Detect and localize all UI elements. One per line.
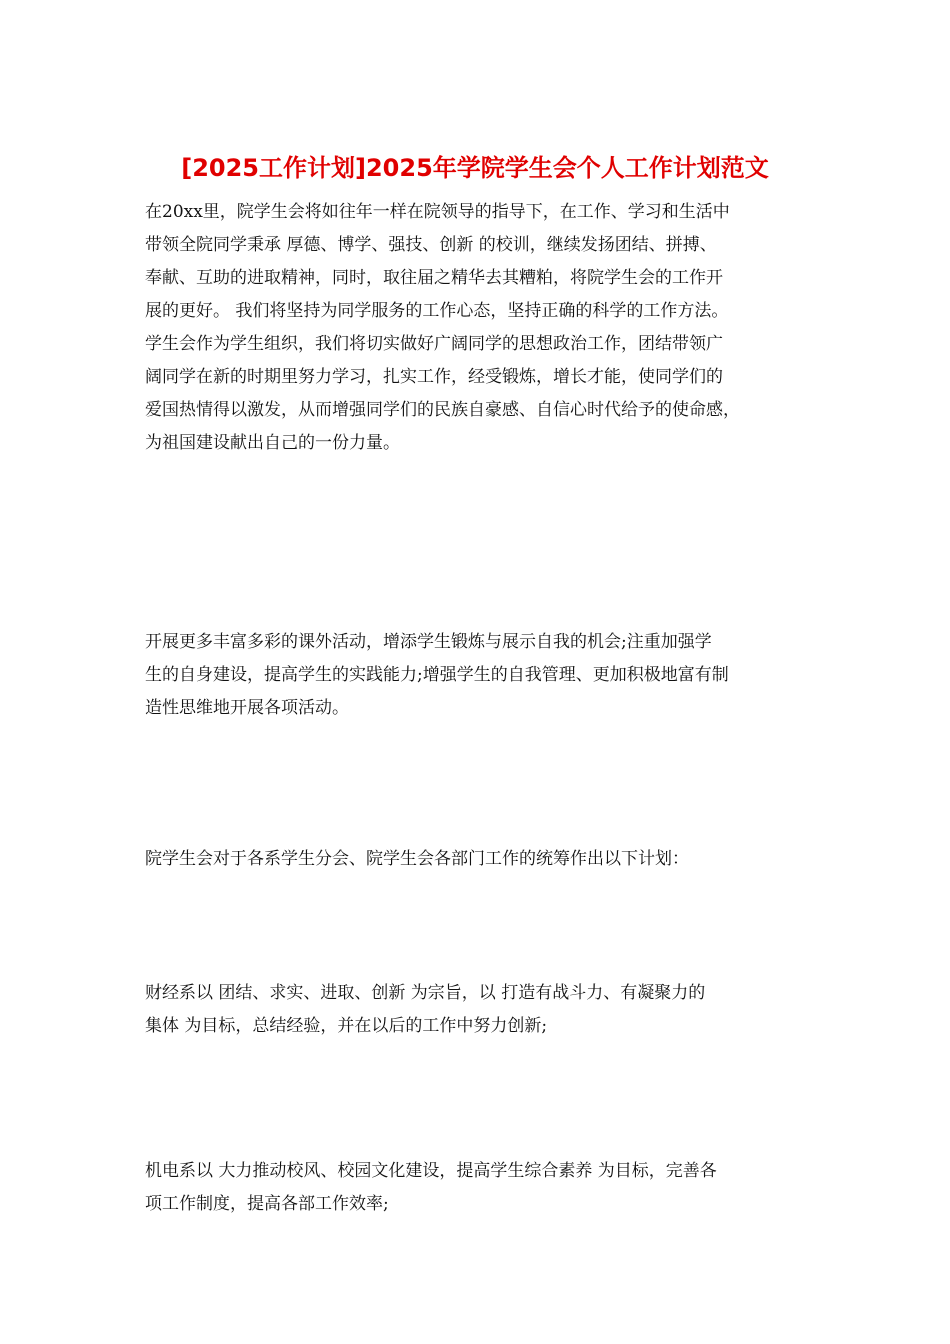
paragraph-line: 奉献、互助的进取精神，同时，取往届之精华去其糟粕，将院学生会的工作开 [145,268,723,288]
paragraph-line: 生的自身建设，提高学生的实践能力;增强学生的自我管理、更加积极地富有制 [145,665,729,685]
paragraph-line: 为祖国建设献出自己的一份力量。 [145,433,400,453]
paragraph-line: 财经系以 团结、求实、进取、创新 为宗旨，以 打造有战斗力、有凝聚力的 [145,983,706,1003]
paragraph-line: 带领全院同学秉承 厚德、博学、强技、创新 的校训，继续发扬团结、拼搏、 [145,235,717,255]
paragraph-line: 项工作制度，提高各部工作效率; [145,1194,389,1214]
paragraph-line: 在20xx里，院学生会将如往年一样在院领导的指导下，在工作、学习和生活中 [145,202,730,222]
paragraph-mechatronics-dept [145,1155,815,1221]
paragraph-intro [145,196,815,460]
paragraph-line: 集体 为目标，总结经验，并在以后的工作中努力创新; [145,1016,548,1036]
paragraph-line: 学生会作为学生组织，我们将切实做好广阔同学的思想政治工作，团结带领广 [145,334,723,354]
paragraph-line: 爱国热情得以激发，从而增强同学们的民族自豪感、自信心时代给予的使命感， [145,400,740,420]
document-title: [2025工作计划]2025年学院学生会个人工作计划范文 [181,154,769,182]
paragraph-line: 造性思维地开展各项活动。 [145,698,349,718]
paragraph-line: 展的更好。 我们将坚持为同学服务的工作心态，坚持正确的科学的工作方法。 [145,301,729,321]
paragraph-line: 阔同学在新的时期里努力学习，扎实工作，经受锻炼，增长才能，使同学们的 [145,367,723,387]
paragraph-line: 开展更多丰富多彩的课外活动，增添学生锻炼与展示自我的机会;注重加强学 [145,632,712,652]
paragraph-activities [145,626,815,725]
paragraph-finance-dept [145,977,815,1043]
paragraph-plan-intro [145,843,815,876]
paragraph-line: 院学生会对于各系学生分会、院学生会各部门工作的统筹作出以下计划： [145,849,689,869]
paragraph-line: 机电系以 大力推动校风、校园文化建设，提高学生综合素养 为目标，完善各 [145,1161,717,1181]
